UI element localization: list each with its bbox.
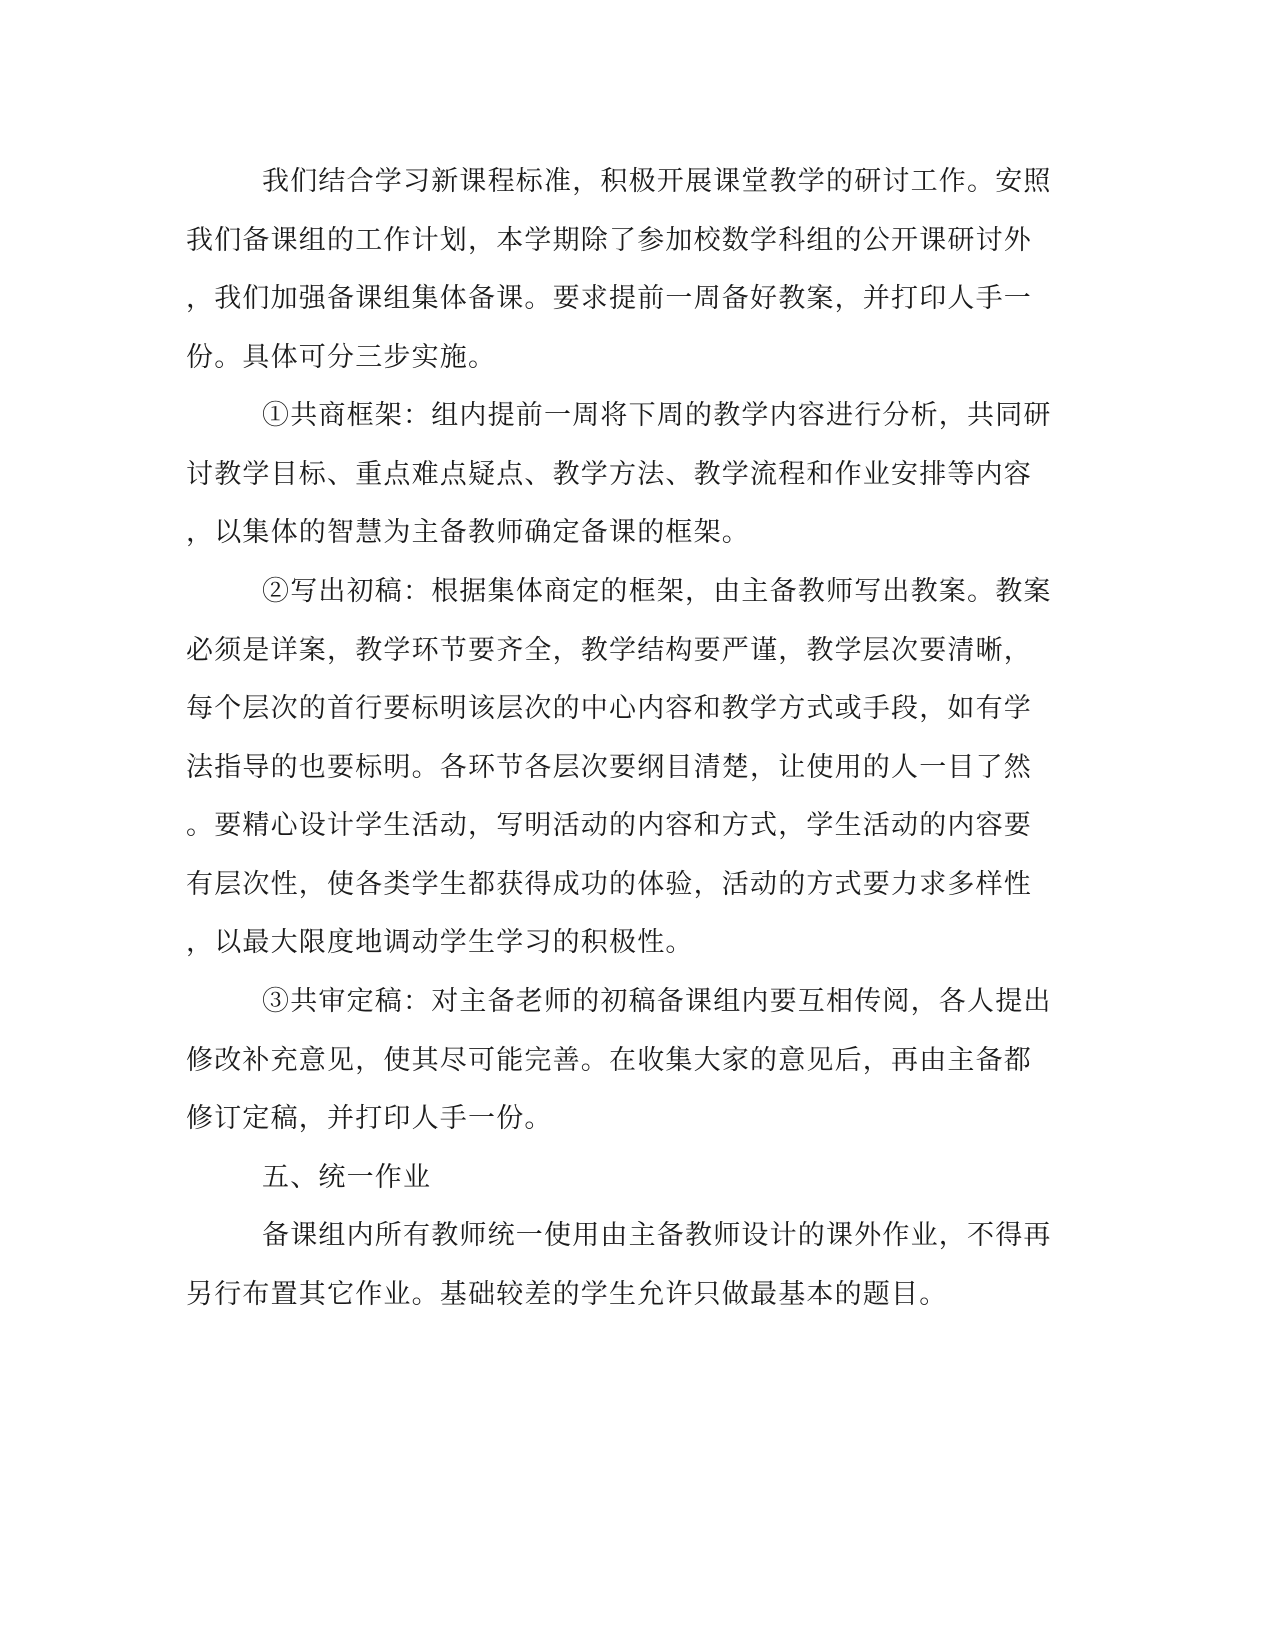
paragraph-line: 有层次性，使各类学生都获得成功的体验，活动的方式要力求多样性 xyxy=(186,869,1032,900)
paragraph-line: 我们备课组的工作计划，本学期除了参加校数学科组的公开课研讨外 xyxy=(186,225,1032,256)
paragraph-line: 讨教学目标、重点难点疑点、教学方法、教学流程和作业安排等内容 xyxy=(186,459,1032,490)
paragraph-line: ，以集体的智慧为主备教师确定备课的框架。 xyxy=(186,517,750,548)
paragraph-line: ，我们加强备课组集体备课。要求提前一周备好教案，并打印人手一 xyxy=(186,283,1032,314)
paragraph-line: 修订定稿，并打印人手一份。 xyxy=(186,1103,553,1134)
paragraph-line: ①共商框架：组内提前一周将下周的教学内容进行分析，共同研 xyxy=(262,400,1052,431)
paragraph-line: 另行布置其它作业。基础较差的学生允许只做最基本的题目。 xyxy=(186,1279,948,1310)
paragraph-line: 。要精心设计学生活动，写明活动的内容和方式，学生活动的内容要 xyxy=(186,810,1032,841)
paragraph-line: 份。具体可分三步实施。 xyxy=(186,342,497,373)
paragraph-line: ②写出初稿：根据集体商定的框架，由主备教师写出教案。教案 xyxy=(262,576,1052,607)
paragraph-line: ③共审定稿：对主备老师的初稿备课组内要互相传阅，各人提出 xyxy=(262,986,1052,1017)
paragraph-line: 我们结合学习新课程标准，积极开展课堂教学的研讨工作。安照 xyxy=(262,166,1052,197)
paragraph-line: 必须是详案，教学环节要齐全，教学结构要严谨，教学层次要清晰， xyxy=(186,635,1032,666)
paragraph-line: 修改补充意见，使其尽可能完善。在收集大家的意见后，再由主备都 xyxy=(186,1045,1032,1076)
section-heading: 五、统一作业 xyxy=(262,1162,432,1193)
paragraph-line: 法指导的也要标明。各环节各层次要纲目清楚，让使用的人一目了然 xyxy=(186,752,1032,783)
paragraph-line: 备课组内所有教师统一使用由主备教师设计的课外作业，不得再 xyxy=(262,1220,1052,1251)
paragraph-line: 每个层次的首行要标明该层次的中心内容和教学方式或手段，如有学 xyxy=(186,693,1032,724)
paragraph-line: ，以最大限度地调动学生学习的积极性。 xyxy=(186,927,694,958)
